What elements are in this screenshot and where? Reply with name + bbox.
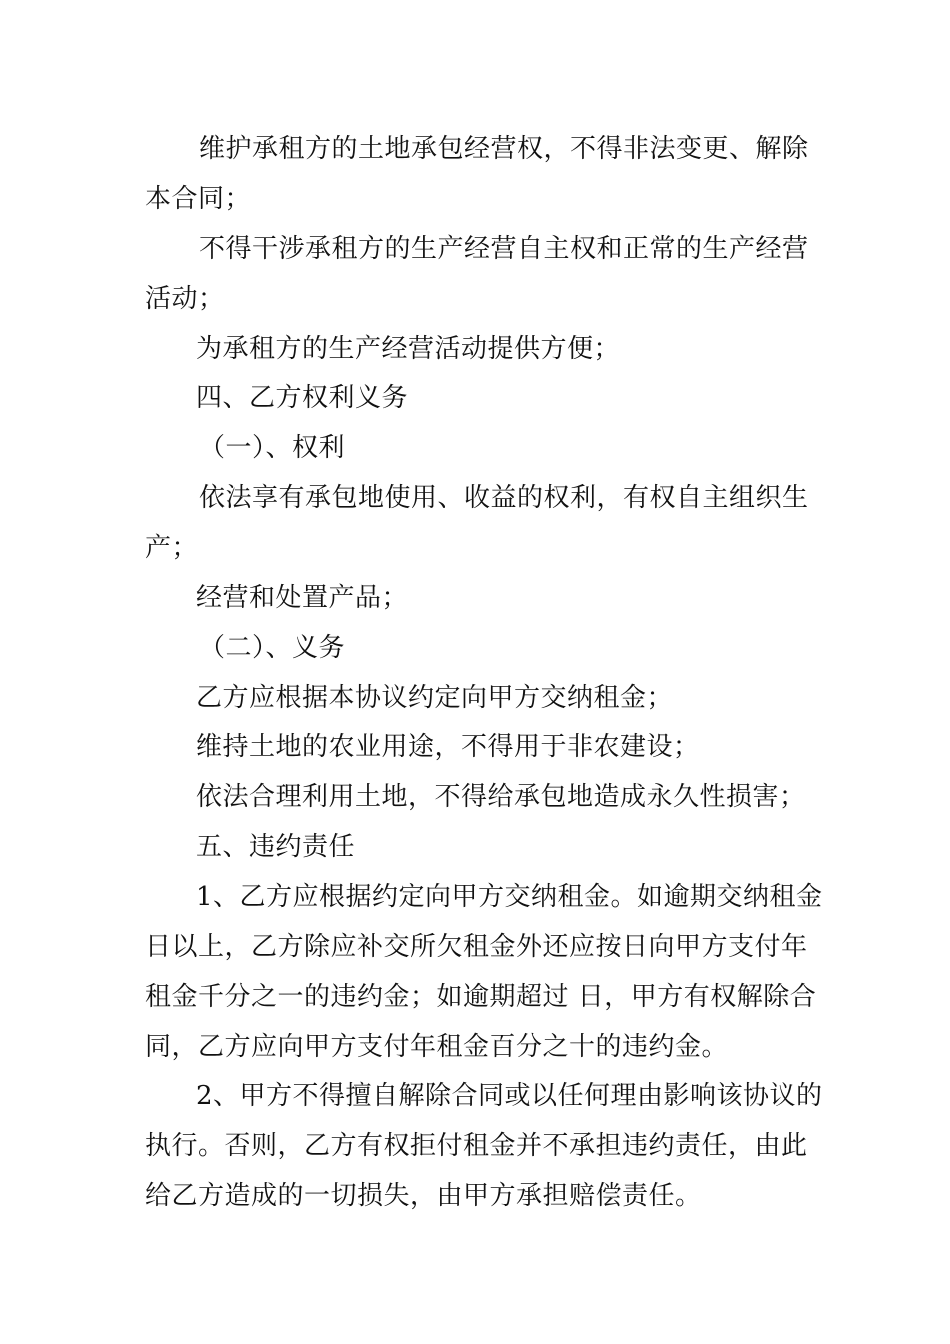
- text-line: 维护承租方的土地承包经营权，不得非法变更、解除: [199, 134, 809, 164]
- text-line: 2、甲方不得擅自解除合同或以任何理由影响该协议的: [196, 1081, 823, 1111]
- section-heading: 五、违约责任: [196, 832, 356, 862]
- text-line: 租金千分之一的违约金；如逾期超过 日，甲方有权解除合: [145, 982, 817, 1012]
- subsection-heading: （一）、权利: [199, 433, 346, 463]
- text-line: 1、乙方应根据约定向甲方交纳租金。如逾期交纳租金: [196, 882, 823, 912]
- text-line: 为承租方的生产经营活动提供方便；: [196, 334, 621, 364]
- text-line: 依法合理利用土地，不得给承包地造成永久性损害；: [196, 782, 806, 812]
- text-line: 不得干涉承租方的生产经营自主权和正常的生产经营: [199, 234, 809, 264]
- text-line: 依法享有承包地使用、收益的权利，有权自主组织生: [199, 483, 809, 513]
- text-line: 给乙方造成的一切损失，由甲方承担赔偿责任。: [145, 1181, 702, 1211]
- text-line: 同，乙方应向甲方支付年租金百分之十的违约金。: [145, 1032, 729, 1062]
- text-line: 维持土地的农业用途，不得用于非农建设；: [196, 732, 700, 762]
- text-line: 活动；: [145, 284, 225, 314]
- text-line: 乙方应根据本协议约定向甲方交纳租金；: [196, 683, 674, 713]
- text-line: 日以上，乙方除应补交所欠租金外还应按日向甲方支付年: [145, 932, 808, 962]
- text-line: 产；: [145, 533, 199, 563]
- section-heading: 四、乙方权利义务: [196, 383, 409, 413]
- text-line: 经营和处置产品；: [196, 583, 409, 613]
- subsection-heading: （二）、义务: [199, 633, 346, 663]
- text-line: 执行。否则，乙方有权拒付租金并不承担违约责任，由此: [145, 1131, 808, 1161]
- text-line: 本合同；: [145, 184, 252, 214]
